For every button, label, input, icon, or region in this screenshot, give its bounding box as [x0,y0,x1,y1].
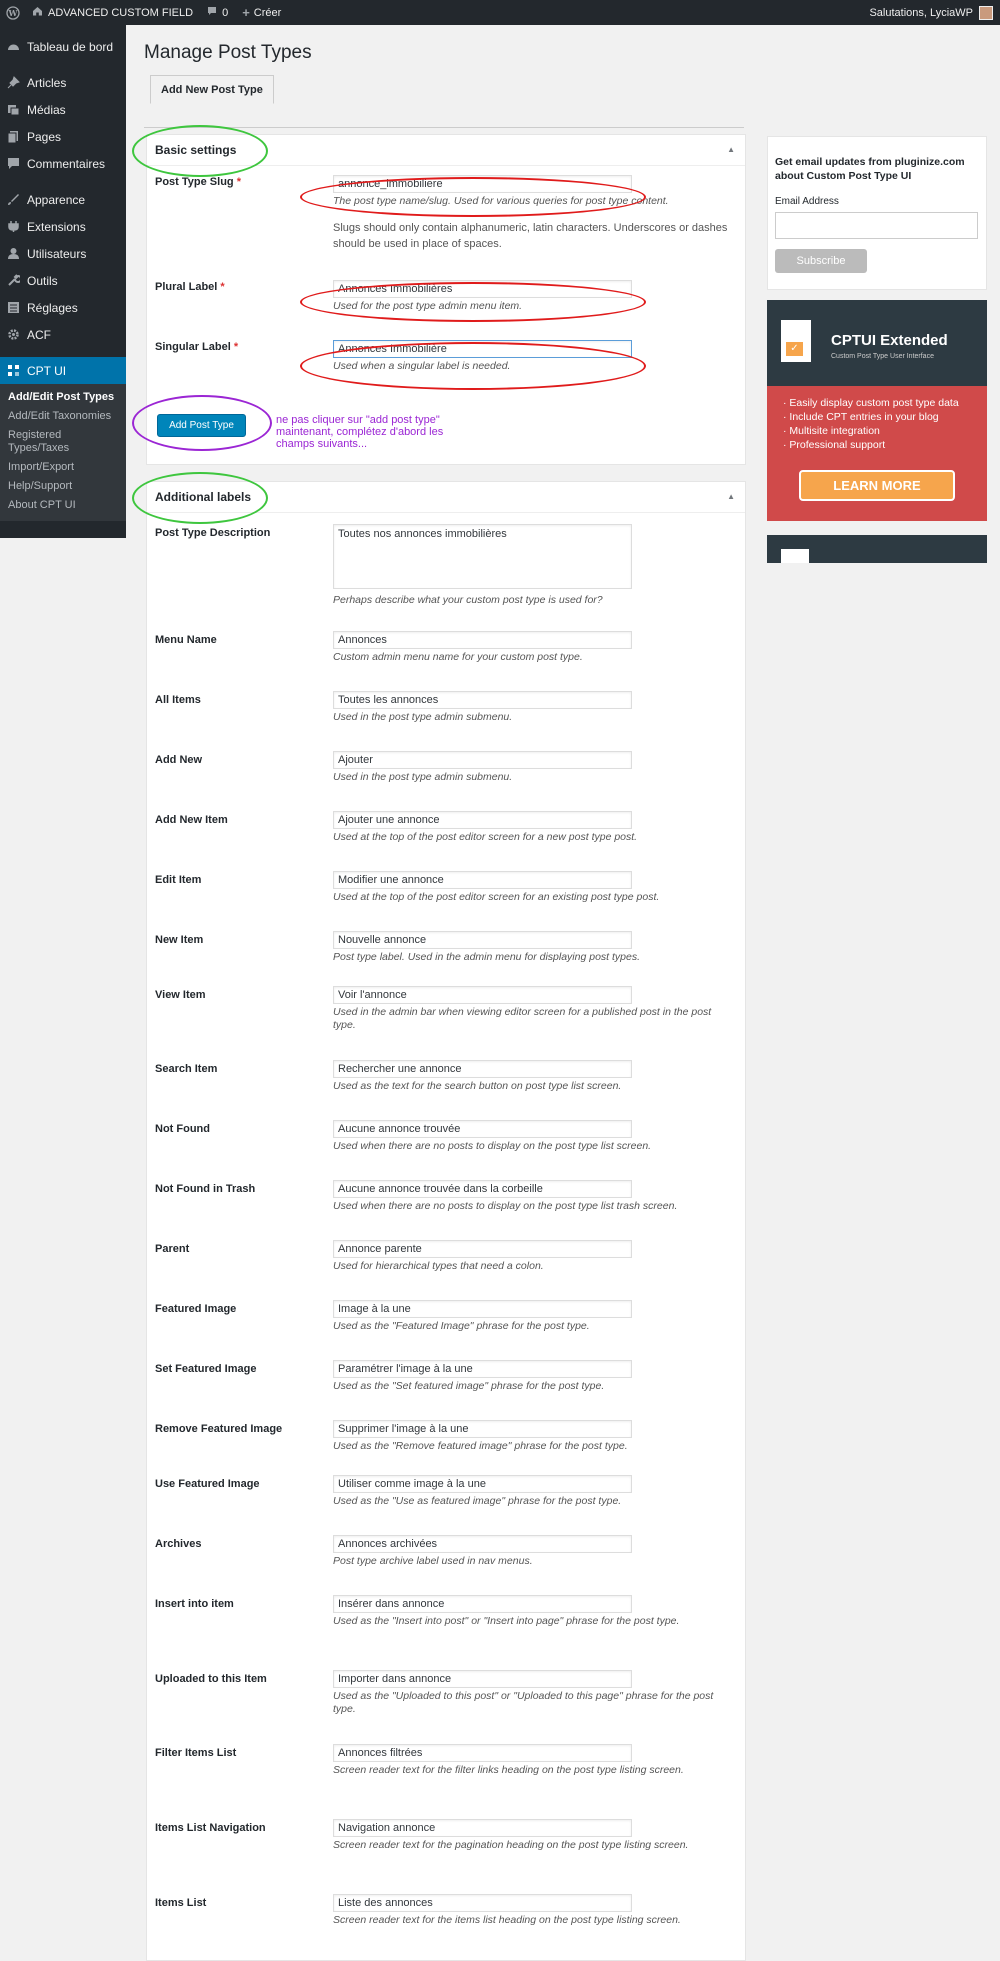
site-name: ADVANCED CUSTOM FIELD [48,6,194,19]
cptui-extended-promo[interactable] [767,300,987,521]
subscribe-button[interactable]: Subscribe [775,249,867,273]
label-input[interactable] [333,751,632,769]
label-input[interactable] [333,631,632,649]
admin-sidebar [0,25,126,538]
label-row [147,1360,747,1410]
appearance-icon [6,193,20,207]
label-row [147,1475,747,1525]
label-input[interactable] [333,1300,632,1318]
submenu-import-export[interactable]: Import/Export [8,461,75,473]
label-input[interactable] [333,1120,632,1138]
collapse-arrow-icon[interactable]: ▲ [727,492,735,501]
sidebar-item-label: CPT UI [27,363,67,378]
field-description: Used at the top of the post editor screen for a new post type post. [333,831,638,843]
singular-label-input[interactable] [333,340,632,358]
label-input[interactable] [333,871,632,889]
field-description: Used as the "Uploaded to this post" or "Uploaded to this page" phrase for the post type. [333,1690,714,1715]
sidebar-item-label: Réglages [27,300,78,315]
learn-more-button[interactable]: LEARN MORE [799,470,955,501]
label-row [147,1300,747,1350]
add-post-type-button[interactable]: Add Post Type [157,414,246,437]
submenu-add-edit-post-types[interactable]: Add/Edit Post Types [8,391,115,403]
label-input[interactable] [333,1180,632,1198]
sidebar-item-label: Apparence [27,192,86,207]
post-type-slug-input[interactable] [333,175,632,193]
field-label: Use Featured Image [155,1478,260,1490]
field-description: Used when there are no posts to display on the post type list screen. [333,1140,652,1152]
promo-title: CPTUI Extended [831,332,948,349]
sidebar-item-acf[interactable] [0,321,126,348]
field-label: Set Featured Image [155,1363,257,1375]
document-icon [781,549,809,563]
label-input[interactable] [333,1670,632,1688]
tab-add-new-post-type[interactable]: Add New Post Type [150,75,274,104]
singular-label: Singular Label [155,341,231,353]
additional-labels-box [146,481,746,1961]
submenu-registered-types[interactable]: Registered Types/Taxes [8,429,70,454]
label-input[interactable] [333,1595,632,1613]
label-input[interactable] [333,1060,632,1078]
sidebar-item-label: Commentaires [27,156,106,171]
field-label: Uploaded to this Item [155,1673,267,1685]
sidebar-item-articles[interactable] [0,69,126,96]
label-row [147,1670,747,1720]
field-description: Post type label. Used in the admin menu for displaying post types. [333,951,641,963]
tab-bar-line [144,100,744,128]
slug-description: The post type name/slug. Used for various queries for post type content. [333,195,669,207]
collapse-arrow-icon[interactable]: ▲ [727,145,735,154]
media-icon [6,103,20,117]
label-row [147,1595,747,1645]
plural-label-row [147,280,747,320]
sidebar-item-users[interactable] [0,240,126,267]
label-row [147,871,747,921]
sidebar-item-label: Pages [27,129,62,144]
site-name-link[interactable] [25,0,200,25]
label-input[interactable] [333,1894,632,1912]
singular-label-description: Used when a singular label is needed. [333,360,511,372]
field-label: Add New [155,754,203,766]
label-row [147,1240,747,1290]
sidebar-item-settings[interactable] [0,294,126,321]
admin-bar [0,0,1000,25]
plugins-icon [6,220,20,234]
sidebar-item-appearance[interactable] [0,186,126,213]
secondary-promo[interactable] [767,535,987,563]
description-label: Post Type Description [155,527,271,539]
additional-labels-header[interactable] [147,482,745,513]
field-label: Insert into item [155,1598,234,1610]
field-label: Not Found in Trash [155,1183,256,1195]
signup-title: Get email updates from pluginize.com about Custom Post Type UI [775,156,965,182]
field-description: Used as the "Remove featured image" phrase for the post type. [333,1440,628,1452]
label-input[interactable] [333,811,632,829]
field-label: Search Item [155,1063,218,1075]
label-row [147,931,747,981]
sidebar-item-comments[interactable] [0,150,126,177]
label-input[interactable] [333,986,632,1004]
sidebar-item-label: Médias [27,102,66,117]
required-asterisk: * [233,341,239,353]
field-label: Parent [155,1243,190,1255]
tools-icon [6,274,20,288]
field-label: New Item [155,934,204,946]
label-input[interactable] [333,1744,632,1762]
field-description: Screen reader text for the items list heading on the post type listing screen. [333,1914,681,1926]
page-title: Manage Post Types [144,42,312,63]
comments-count: 0 [222,6,229,19]
new-content-link[interactable] [235,0,288,25]
comment-bubble-icon [207,6,217,19]
label-row [147,691,747,741]
label-input[interactable] [333,1360,632,1378]
label-row [147,1060,747,1110]
wordpress-logo-icon[interactable] [0,0,25,25]
pin-icon [6,76,20,90]
label-row [147,986,747,1036]
field-description: Used in the admin bar when viewing editor screen for a published post in the post type. [333,1006,712,1031]
label-row [147,811,747,861]
sidebar-item-plugins[interactable] [0,213,126,240]
sidebar-item-label: ACF [27,327,51,342]
description-help: Perhaps describe what your custom post type is used for? [333,594,603,606]
sidebar-item-cptui[interactable] [0,357,126,384]
sidebar-item-label: Extensions [27,219,86,234]
label-row [147,1420,747,1470]
label-row [147,1744,747,1794]
avatar [979,6,993,20]
sidebar-item-label: Utilisateurs [27,246,87,261]
email-signup-box [767,136,987,290]
basic-settings-title: Basic settings [155,143,237,157]
email-label: Email Address [775,196,839,207]
field-label: View Item [155,989,206,1001]
field-description: Screen reader text for the filter links heading on the post type listing screen. [333,1764,684,1776]
submenu-add-edit-taxonomies[interactable]: Add/Edit Taxonomies [8,410,112,422]
label-row [147,1180,747,1230]
sidebar-item-pages[interactable] [0,123,126,150]
checkmark-icon: ✓ [786,342,803,356]
field-label: Featured Image [155,1303,237,1315]
field-description: Used as the "Featured Image" phrase for the post type. [333,1320,590,1332]
label-input[interactable] [333,1240,632,1258]
submenu-about[interactable]: About CPT UI [8,499,76,511]
sidebar-item-label: Articles [27,75,67,90]
promo-feature: · Professional support [783,438,959,452]
field-label: Add New Item [155,814,228,826]
field-label: Filter Items List [155,1747,237,1759]
required-asterisk: * [220,281,225,293]
slug-row [147,175,747,250]
description-row [147,524,747,614]
greeting: Salutations, LyciaWP [869,6,973,19]
field-label: Menu Name [155,634,217,646]
field-description: Used as the text for the search button on post type list screen. [333,1080,622,1092]
field-description: Used when there are no posts to display on the post type list trash screen. [333,1200,678,1212]
field-description: Post type archive label used in nav menus. [333,1555,533,1567]
label-row [147,1894,747,1944]
field-label: All Items [155,694,201,706]
comments-link[interactable] [200,0,235,25]
comments-icon [6,157,20,171]
promo-feature: · Multisite integration [783,424,959,438]
field-label: Items List [155,1897,207,1909]
promo-features [783,396,959,452]
field-label: Edit Item [155,874,202,886]
field-description: Used in the post type admin submenu. [333,711,513,723]
submenu-help-support[interactable]: Help/Support [8,480,73,492]
additional-labels-title: Additional labels [155,490,252,504]
cptui-submenu [0,384,126,521]
label-row [147,1120,747,1170]
field-label: Not Found [155,1123,210,1135]
field-description: Screen reader text for the pagination heading on the post type listing screen. [333,1839,689,1851]
settings-icon [6,301,20,315]
plural-label-input[interactable] [333,280,632,298]
promo-feature: · Easily display custom post type data [783,396,959,410]
label-row [147,751,747,801]
basic-settings-header[interactable] [147,135,745,166]
email-input[interactable] [775,212,978,239]
my-account-link[interactable] [862,0,1000,25]
field-description: Used for hierarchical types that need a colon. [333,1260,544,1272]
sidebar-item-dashboard[interactable] [0,33,126,60]
singular-label-row [147,340,747,380]
plus-icon: + [242,5,250,20]
promo-feature: · Include CPT entries in your blog [783,410,959,424]
sidebar-item-media[interactable] [0,96,126,123]
label-row [147,1535,747,1585]
label-input[interactable] [333,1420,632,1438]
gear-icon [6,328,20,342]
pages-icon [6,130,20,144]
field-label: Items List Navigation [155,1822,266,1834]
label-input[interactable] [333,691,632,709]
basic-settings-box [146,134,746,465]
field-description: Used as the "Use as featured image" phrase for the post type. [333,1495,622,1507]
field-description: Used as the "Insert into post" or "Insert into page" phrase for the post type. [333,1615,680,1627]
field-description: Used in the post type admin submenu. [333,771,513,783]
sidebar-item-label: Tableau de bord [27,39,114,54]
promo-subtitle: Custom Post Type User Interface [831,353,934,360]
label-input[interactable] [333,931,632,949]
field-description: Used at the top of the post editor screen for an existing post type post. [333,891,660,903]
promo-header [767,300,987,386]
plural-label-description: Used for the post type admin menu item. [333,300,523,312]
sidebar-item-tools[interactable] [0,267,126,294]
field-label: Archives [155,1538,202,1550]
users-icon [6,247,20,261]
post-type-description-textarea[interactable] [333,524,632,589]
label-row [147,631,747,681]
field-description: Custom admin menu name for your custom post type. [333,651,583,663]
svg-text:W: W [8,7,17,18]
required-asterisk: * [236,176,241,188]
plural-label: Plural Label [155,281,218,293]
label-input[interactable] [333,1819,632,1837]
slug-label: Post Type Slug [155,176,234,188]
field-description: Used as the "Set featured image" phrase for the post type. [333,1380,605,1392]
home-icon [32,6,43,19]
cptui-icon [6,364,20,378]
label-row [147,1819,747,1869]
slug-note: Slugs should only contain alphanumeric, latin characters. Underscores or dashes should be used in place of spaces. [333,222,728,250]
label-input[interactable] [333,1475,632,1493]
annotation-note: ne pas cliquer sur "add post type" maintenant, complétez d'abord les champs suivants... [276,414,444,450]
field-label: Remove Featured Image [155,1423,283,1435]
label-input[interactable] [333,1535,632,1553]
sidebar-item-label: Outils [27,273,58,288]
dashboard-icon [6,40,20,54]
new-content-label: Créer [253,6,282,19]
